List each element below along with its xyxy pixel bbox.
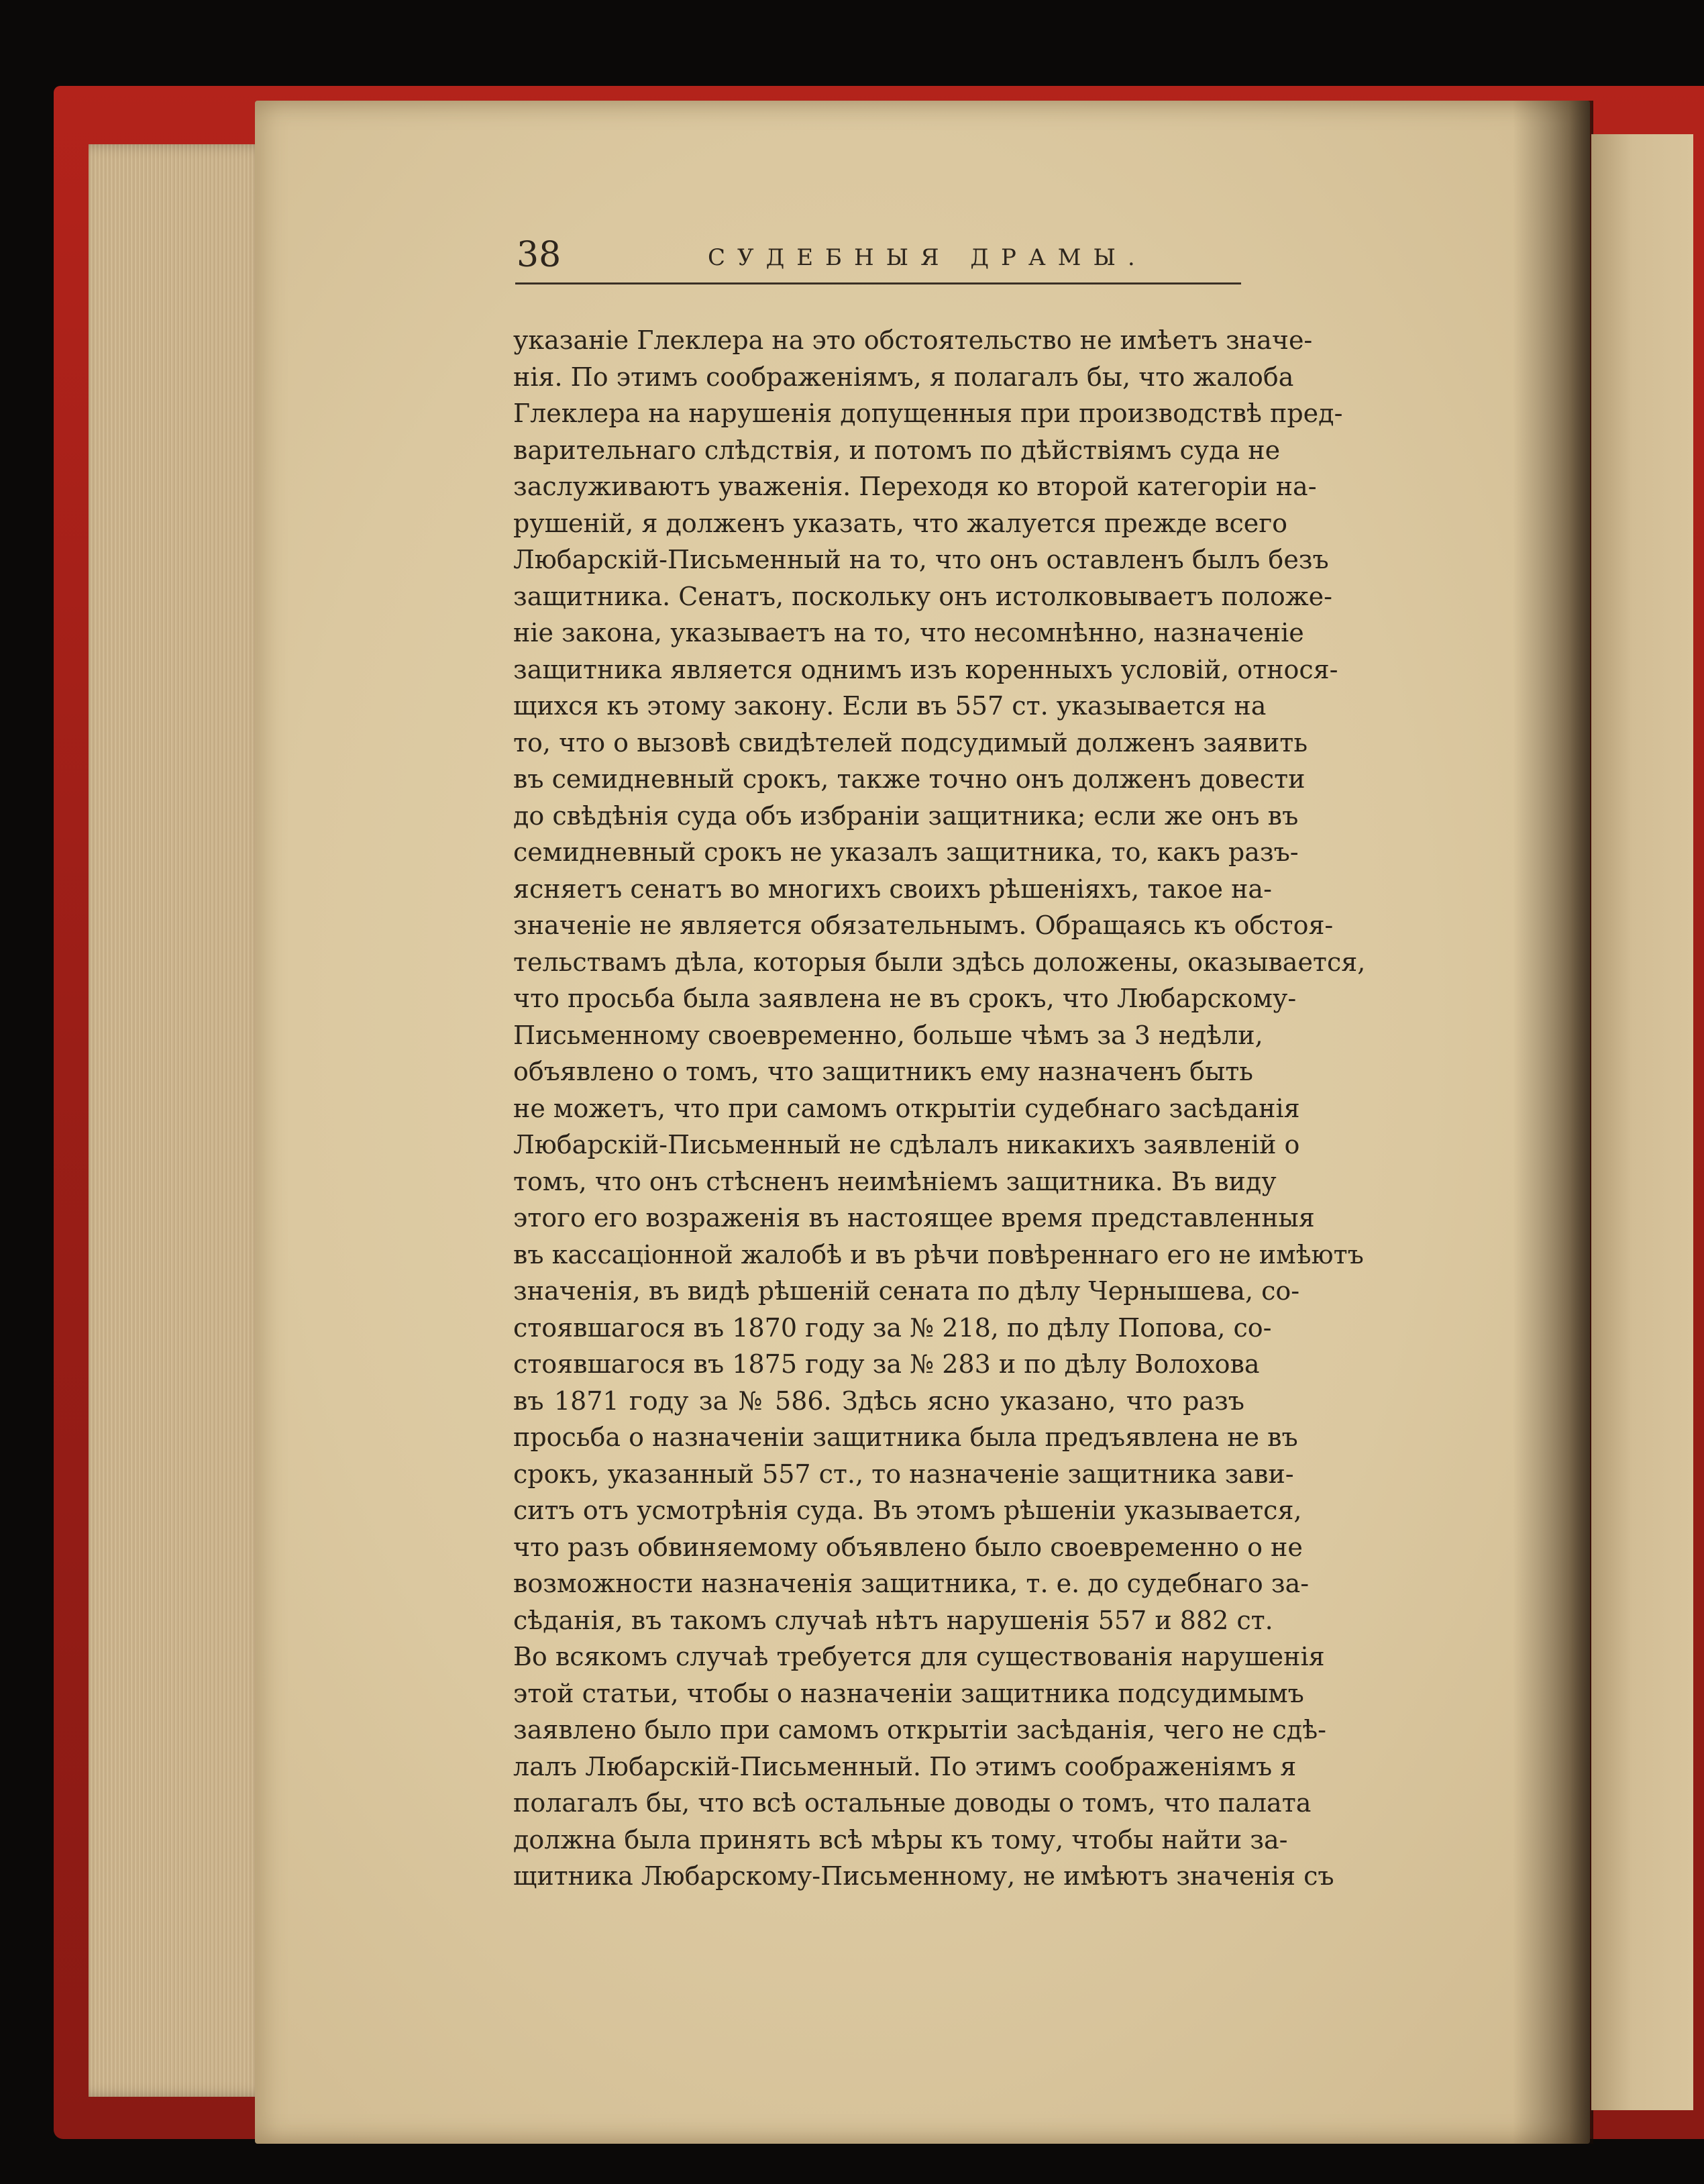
- text-line: нія. По этимъ соображеніямъ, я полагалъ бы, что жалоба: [513, 362, 1294, 392]
- text-line: этого его возраженія въ настоящее время представленныя: [513, 1203, 1315, 1233]
- text-line: Любарскій-Письменный на то, что онъ оставленъ былъ безъ: [513, 545, 1329, 574]
- running-head: СУДЕБНЫЯ ДРАМЫ.: [708, 244, 1147, 271]
- text-line: стоявшагося въ 1870 году за № 218, по дѣлу Попова, со-: [513, 1312, 1272, 1343]
- text-line: заявлено было при самомъ открытіи засѣданія, чего не сдѣ-: [513, 1715, 1326, 1745]
- facing-page-edge: [1591, 134, 1693, 2110]
- text-line: значеніе не является обязательнымъ. Обращаясь къ обстоя-: [513, 911, 1334, 940]
- text-line: не можетъ, что при самомъ открытіи судебнаго засѣданія: [513, 1093, 1300, 1123]
- text-line: просьба о назначеніи защитника была предъявлена не въ: [513, 1422, 1298, 1452]
- text-line: тельствамъ дѣла, которыя были здѣсь доложены, оказывается,: [513, 947, 1366, 977]
- text-line: въ семидневный срокъ, также точно онъ долженъ довести: [513, 764, 1306, 794]
- header-rule: [515, 282, 1241, 284]
- page-edges: [89, 144, 270, 2097]
- text-line: семидневный срокъ не указалъ защитника, то, какъ разъ-: [513, 837, 1299, 867]
- text-line: лалъ Любарскій-Письменный. По этимъ соображеніямъ я: [513, 1751, 1297, 1781]
- text-line: что разъ обвиняемому объявлено было своевременно о не: [513, 1532, 1303, 1562]
- text-line: значенія, въ видѣ рѣшеній сената по дѣлу Чернышева, со-: [513, 1276, 1300, 1306]
- text-line: сѣданія, въ такомъ случаѣ нѣтъ нарушенія 557 и 882 ст.: [513, 1605, 1273, 1635]
- text-line: щитника Любарскому-Письменному, не имѣютъ значенія съ: [513, 1861, 1334, 1891]
- text-line: стоявшагося въ 1875 году за № 283 и по дѣлу Волохова: [513, 1349, 1260, 1379]
- text-line: варительнаго слѣдствія, и потомъ по дѣйствіямъ суда не: [513, 435, 1281, 465]
- page-header: [513, 231, 1238, 278]
- text-line: защитника является однимъ изъ коренныхъ условій, относя-: [513, 654, 1338, 684]
- text-line: что просьба была заявлена не въ срокъ, что Любарскому-: [513, 984, 1297, 1013]
- text-line: Глеклера на нарушенія допущенныя при производствѣ пред-: [513, 399, 1343, 428]
- text-line: ніе закона, указываетъ на то, что несомнѣнно, назначеніе: [513, 618, 1304, 647]
- text-line: возможности назначенія защитника, т. е. до судебнаго за-: [513, 1569, 1310, 1598]
- text-line: Письменному своевременно, больше чѣмъ за 3 недѣли,: [513, 1020, 1263, 1050]
- gutter-shadow: [1513, 101, 1593, 2144]
- text-line: щихся къ этому закону. Если въ 557 ст. указывается на: [513, 691, 1267, 721]
- text-line: рушеній, я долженъ указать, что жалуется прежде всего: [513, 508, 1288, 538]
- text-line: Во всякомъ случаѣ требуется для существованія нарушенія: [513, 1642, 1325, 1671]
- text-line: защитника. Сенатъ, поскольку онъ истолковываетъ положе-: [513, 581, 1333, 611]
- text-line: ясняетъ сенатъ во многихъ своихъ рѣшеніяхъ, такое на-: [513, 874, 1272, 904]
- text-line: объявлено о томъ, что защитникъ ему назначенъ быть: [513, 1057, 1253, 1086]
- text-line: Любарскій-Письменный не сдѣлалъ никакихъ заявленій о: [513, 1130, 1300, 1159]
- text-line: то, что о вызовѣ свидѣтелей подсудимый долженъ заявить: [513, 727, 1308, 758]
- text-line: ситъ отъ усмотрѣнія суда. Въ этомъ рѣшеніи указывается,: [513, 1496, 1302, 1525]
- text-line: томъ, что онъ стѣсненъ неимѣніемъ защитника. Въ виду: [513, 1166, 1277, 1196]
- text-line: полагалъ бы, что всѣ остальные доводы о томъ, что палата: [513, 1788, 1312, 1818]
- text-line: заслуживаютъ уваженія. Переходя ко второй категоріи на-: [513, 472, 1317, 501]
- text-line: указаніе Глеклера на это обстоятельство не имѣетъ значе-: [513, 325, 1313, 355]
- text-line: въ кассаціонной жалобѣ и въ рѣчи повѣреннаго его не имѣютъ: [513, 1239, 1364, 1269]
- text-line: до свѣдѣнія суда объ избраніи защитника; если же онъ въ: [513, 800, 1299, 831]
- body-text: [513, 322, 1366, 1895]
- page-number: 38: [517, 235, 562, 275]
- text-line: этой статьи, чтобы о назначеніи защитника подсудимымъ: [513, 1678, 1304, 1708]
- text-line: въ 1871 году за № 586. Здѣсь ясно указано, что разъ: [513, 1386, 1244, 1416]
- text-line: должна была принять всѣ мѣры къ тому, чтобы найти за-: [513, 1824, 1288, 1855]
- text-line: срокъ, указанный 557 ст., то назначеніе защитника зави-: [513, 1459, 1294, 1489]
